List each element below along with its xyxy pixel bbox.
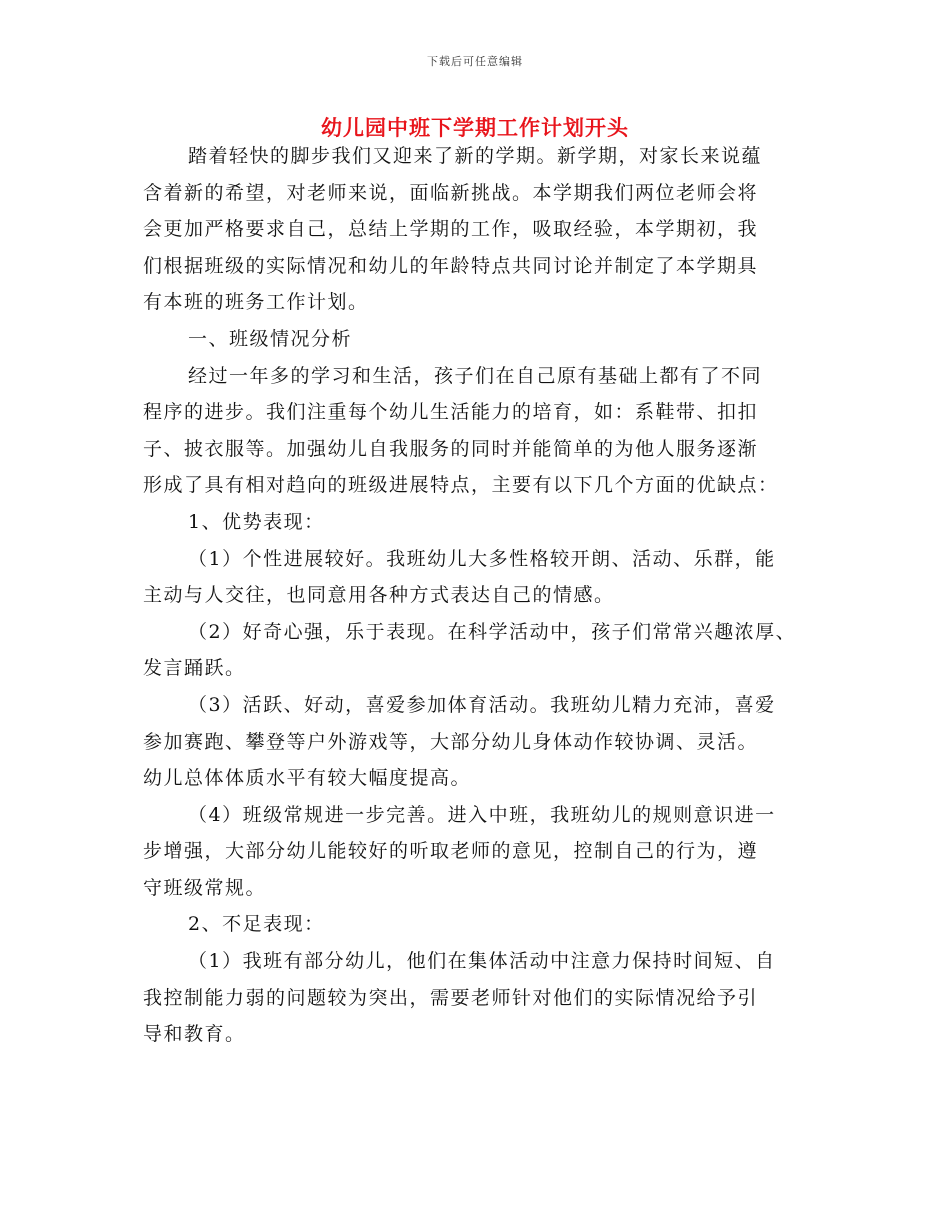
paragraph-line: （2）好奇心强，乐于表现。在科学活动中，孩子们常常兴趣浓厚、 (188, 620, 797, 643)
paragraph-line: （1）我班有部分幼儿，他们在集体活动中注意力保持时间短、自 (188, 950, 776, 973)
paragraph-line: 们根据班级的实际情况和幼儿的年龄特点共同讨论并制定了本学期具 (143, 254, 759, 277)
paragraph (143, 687, 833, 797)
paragraph (143, 504, 833, 541)
paragraph-line: 步增强，大部分幼儿能较好的听取老师的意见，控制自己的行为，遵 (143, 840, 759, 863)
paragraph-line: 子、披衣服等。加强幼儿自我服务的同时并能简单的为他人服务逐渐 (143, 437, 759, 460)
paragraph-line: 经过一年多的学习和生活，孩子们在自己原有基础上都有了不同 (188, 364, 763, 387)
paragraph-line: （1）个性进展较好。我班幼儿大多性格较开朗、活动、乐群，能 (188, 547, 776, 570)
paragraph-line: 主动与人交往，也同意用各种方式表达自己的情感。 (143, 584, 615, 607)
paragraph-line: 我控制能力弱的问题较为突出，需要老师针对他们的实际情况给予引 (143, 986, 759, 1009)
paragraph (143, 906, 833, 943)
paragraph-line: 1、优势表现： (188, 510, 325, 533)
paragraph (143, 138, 833, 321)
paragraph (143, 321, 833, 358)
paragraph-line: （3）活跃、好动，喜爱参加体育活动。我班幼儿精力充沛，喜爱 (188, 693, 776, 716)
document-body (143, 138, 833, 1053)
paragraph-line: 守班级常规。 (143, 876, 267, 899)
paragraph-line: （4）班级常规进一步完善。进入中班，我班幼儿的规则意识进一 (188, 803, 776, 826)
paragraph (143, 541, 833, 614)
header-note: 下载后可任意编辑 (427, 55, 523, 68)
paragraph-line: 参加赛跑、攀登等户外游戏等，大部分幼儿身体动作较协调、灵活。 (143, 730, 759, 753)
paragraph-line: 形成了具有相对趋向的班级进展特点，主要有以下几个方面的优缺点： (143, 474, 779, 497)
paragraph-line: 发言踊跃。 (143, 657, 246, 680)
paragraph-line: 会更加严格要求自己，总结上学期的工作，吸取经验，本学期初，我 (143, 218, 759, 241)
document-title: 幼儿园中班下学期工作计划开头 (321, 115, 629, 140)
paragraph-line: 导和教育。 (143, 1023, 246, 1046)
paragraph-line: 幼儿总体体质水平有较大幅度提高。 (143, 767, 472, 790)
paragraph (143, 943, 833, 1053)
paragraph-line: 有本班的班务工作计划。 (143, 291, 369, 314)
paragraph-line: 一、班级情况分析 (188, 327, 353, 350)
paragraph (143, 358, 833, 504)
paragraph (143, 797, 833, 907)
paragraph-line: 踏着轻快的脚步我们又迎来了新的学期。新学期，对家长来说蕴 (188, 145, 763, 167)
paragraph-line: 程序的进步。我们注重每个幼儿生活能力的培育，如：系鞋带、扣扣 (143, 401, 759, 424)
paragraph (143, 614, 833, 687)
paragraph-line: 2、不足表现： (188, 913, 325, 936)
paragraph-line: 含着新的希望，对老师来说，面临新挑战。本学期我们两位老师会将 (143, 181, 759, 204)
